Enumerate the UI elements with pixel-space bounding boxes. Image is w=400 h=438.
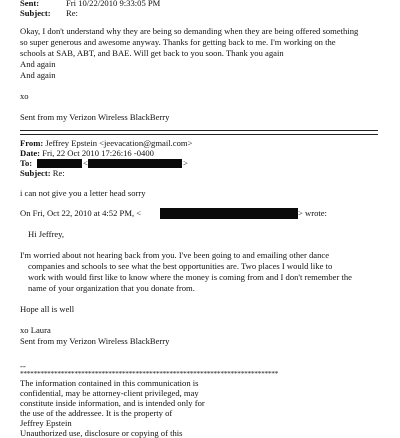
body-line: so super generous and awesome anyway. Thanks for getting back to me. I'm working on the xyxy=(20,37,336,47)
footer-dashes: -- xyxy=(20,361,26,371)
quoted-hope: Hope all is well xyxy=(20,304,75,314)
to-label: To: xyxy=(20,158,33,168)
body-line: schools at SAB, ABT, and BAE. Will get back to you soon. Thank you again xyxy=(20,48,284,58)
date-label: Date: xyxy=(20,148,41,158)
quote-intro: On Fri, Oct 22, 2010 at 4:52 PM, < xyxy=(20,208,142,218)
disclaimer-line: Unauthorized use, disclosure or copying of this xyxy=(20,428,183,438)
quoted-line: companies and schools to see what the best opportunities are. Two places I would like to xyxy=(28,261,333,271)
disclaimer-line: confidential, may be attorney-client privileged, may xyxy=(20,388,199,398)
subject-row xyxy=(20,168,65,178)
and-again-line: And again xyxy=(20,59,56,69)
quoted-line: work with would first like to know where the money is coming from and I don't remember the xyxy=(28,272,352,282)
quoted-signature: Sent from my Verizon Wireless BlackBerry xyxy=(20,336,170,346)
from-row xyxy=(20,138,192,148)
quoted-line: name of your organization that you donate from. xyxy=(28,283,195,293)
disclaimer-line: Jeffrey Epstein xyxy=(20,418,72,428)
disclaimer-line: The information contained in this communication is xyxy=(20,378,199,388)
to-row xyxy=(20,158,32,168)
signature-line: Sent from my Verizon Wireless BlackBerry xyxy=(20,112,170,122)
reply-text: i can not give you a letter head sorry xyxy=(20,188,146,198)
disclaimer-line: the use of the addressee. It is the property of xyxy=(20,408,173,418)
subject-label: Subject: xyxy=(20,8,51,18)
xo-line: xo xyxy=(20,91,29,101)
sent-value: Fri 10/22/2010 9:33:05 PM xyxy=(66,0,161,8)
to-end: > xyxy=(183,158,188,168)
body-line: Okay, I don't understand why they are being so demanding when they are being offered something xyxy=(20,26,359,36)
footer-stars: **************************************************************************** xyxy=(20,369,279,378)
quoted-greeting: Hi Jeffrey, xyxy=(28,229,65,239)
sent-label: Sent: xyxy=(20,0,40,8)
redaction-box xyxy=(88,159,182,168)
quoted-line: I'm worried about not hearing back from you. I've been going to and emailing other dance xyxy=(20,250,330,260)
subject-value: Re: xyxy=(52,168,65,178)
and-again-line: And again xyxy=(20,70,56,80)
message-separator xyxy=(20,130,378,135)
from-value: Jeffrey Epstein <jeevacation@gmail.com> xyxy=(45,138,193,148)
to-suffix: < xyxy=(83,158,88,168)
from-label: From: xyxy=(20,138,44,148)
subject-label: Subject: xyxy=(20,168,51,178)
redaction-box xyxy=(37,159,82,168)
disclaimer-line: constitute inside information, and is intended only for xyxy=(20,398,205,408)
quote-intro-end: > wrote: xyxy=(298,208,327,218)
date-row xyxy=(20,148,154,158)
date-value: Fri, 22 Oct 2010 17:26:16 -0400 xyxy=(42,148,154,158)
quoted-xo: xo Laura xyxy=(20,325,51,335)
redaction-box xyxy=(160,208,298,219)
subject-value: Re: xyxy=(66,8,78,18)
